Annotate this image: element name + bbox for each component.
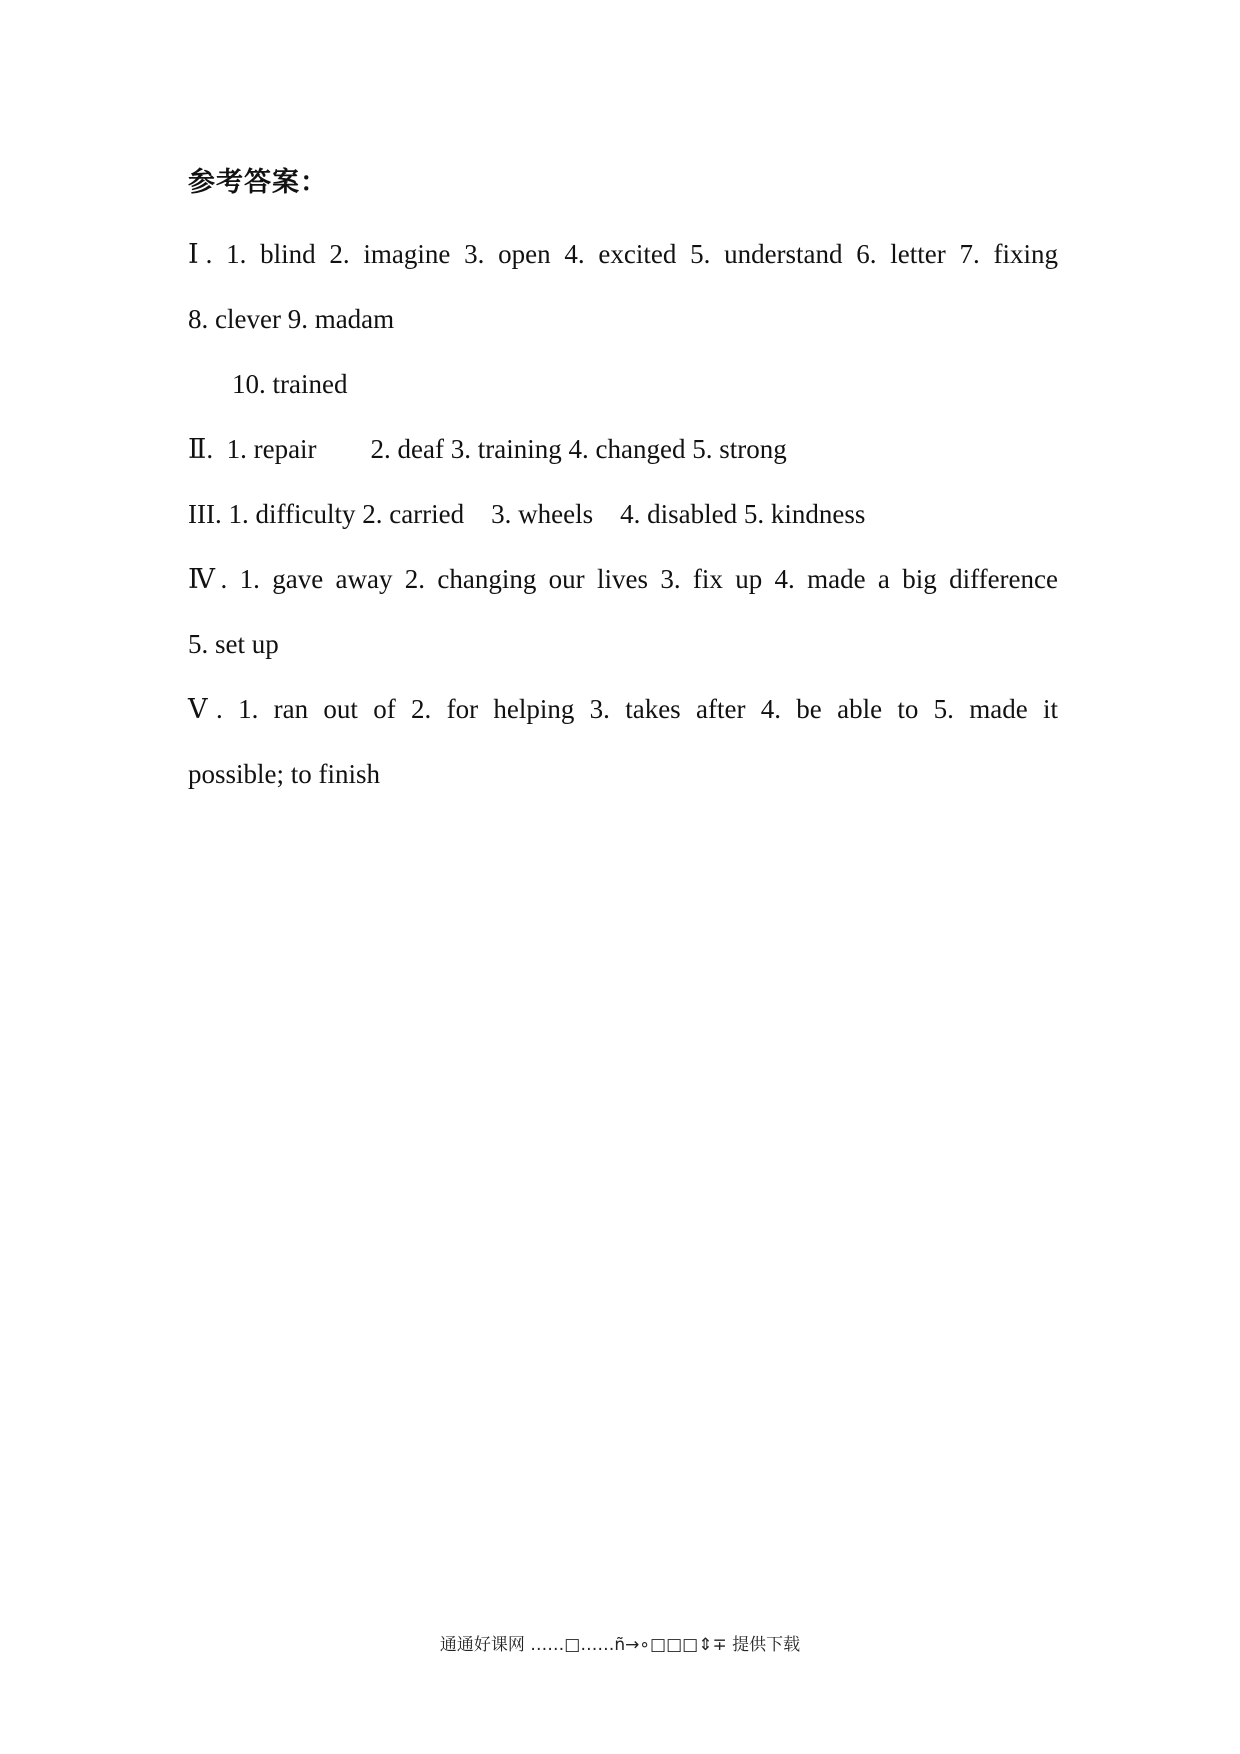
answer-list <box>188 222 1058 807</box>
answer-line-section-1: Ⅰ. 1. blind 2. imagine 3. open 4. excited 5. understand 6. letter 7. fixing <box>188 239 1058 269</box>
answer-line-section-5-cont: possible; to finish <box>188 759 381 789</box>
answer-line-section-1-end: 10. trained <box>232 369 348 399</box>
answer-line-section-2: Ⅱ. 1. repair 2. deaf 3. training 4. changed 5. strong <box>188 434 787 464</box>
page-footer: 通通好课网 ……□……ñ→∘□□□⇕∓ 提供下载 <box>439 1635 801 1655</box>
page-title: 参考答案： <box>188 167 328 198</box>
answer-line-section-1-cont: 8. clever 9. madam <box>188 304 395 334</box>
answer-line-section-4: Ⅳ. 1. gave away 2. changing our lives 3. fix up 4. made a big difference <box>188 564 1058 594</box>
answer-line-section-4-cont: 5. set up <box>188 629 279 659</box>
answer-line-section-3: III. 1. difficulty 2. carried 3. wheels 4. disabled 5. kindness <box>188 499 866 529</box>
answer-line-section-5: Ⅴ. 1. ran out of 2. for helping 3. takes after 4. be able to 5. made it <box>188 694 1058 724</box>
